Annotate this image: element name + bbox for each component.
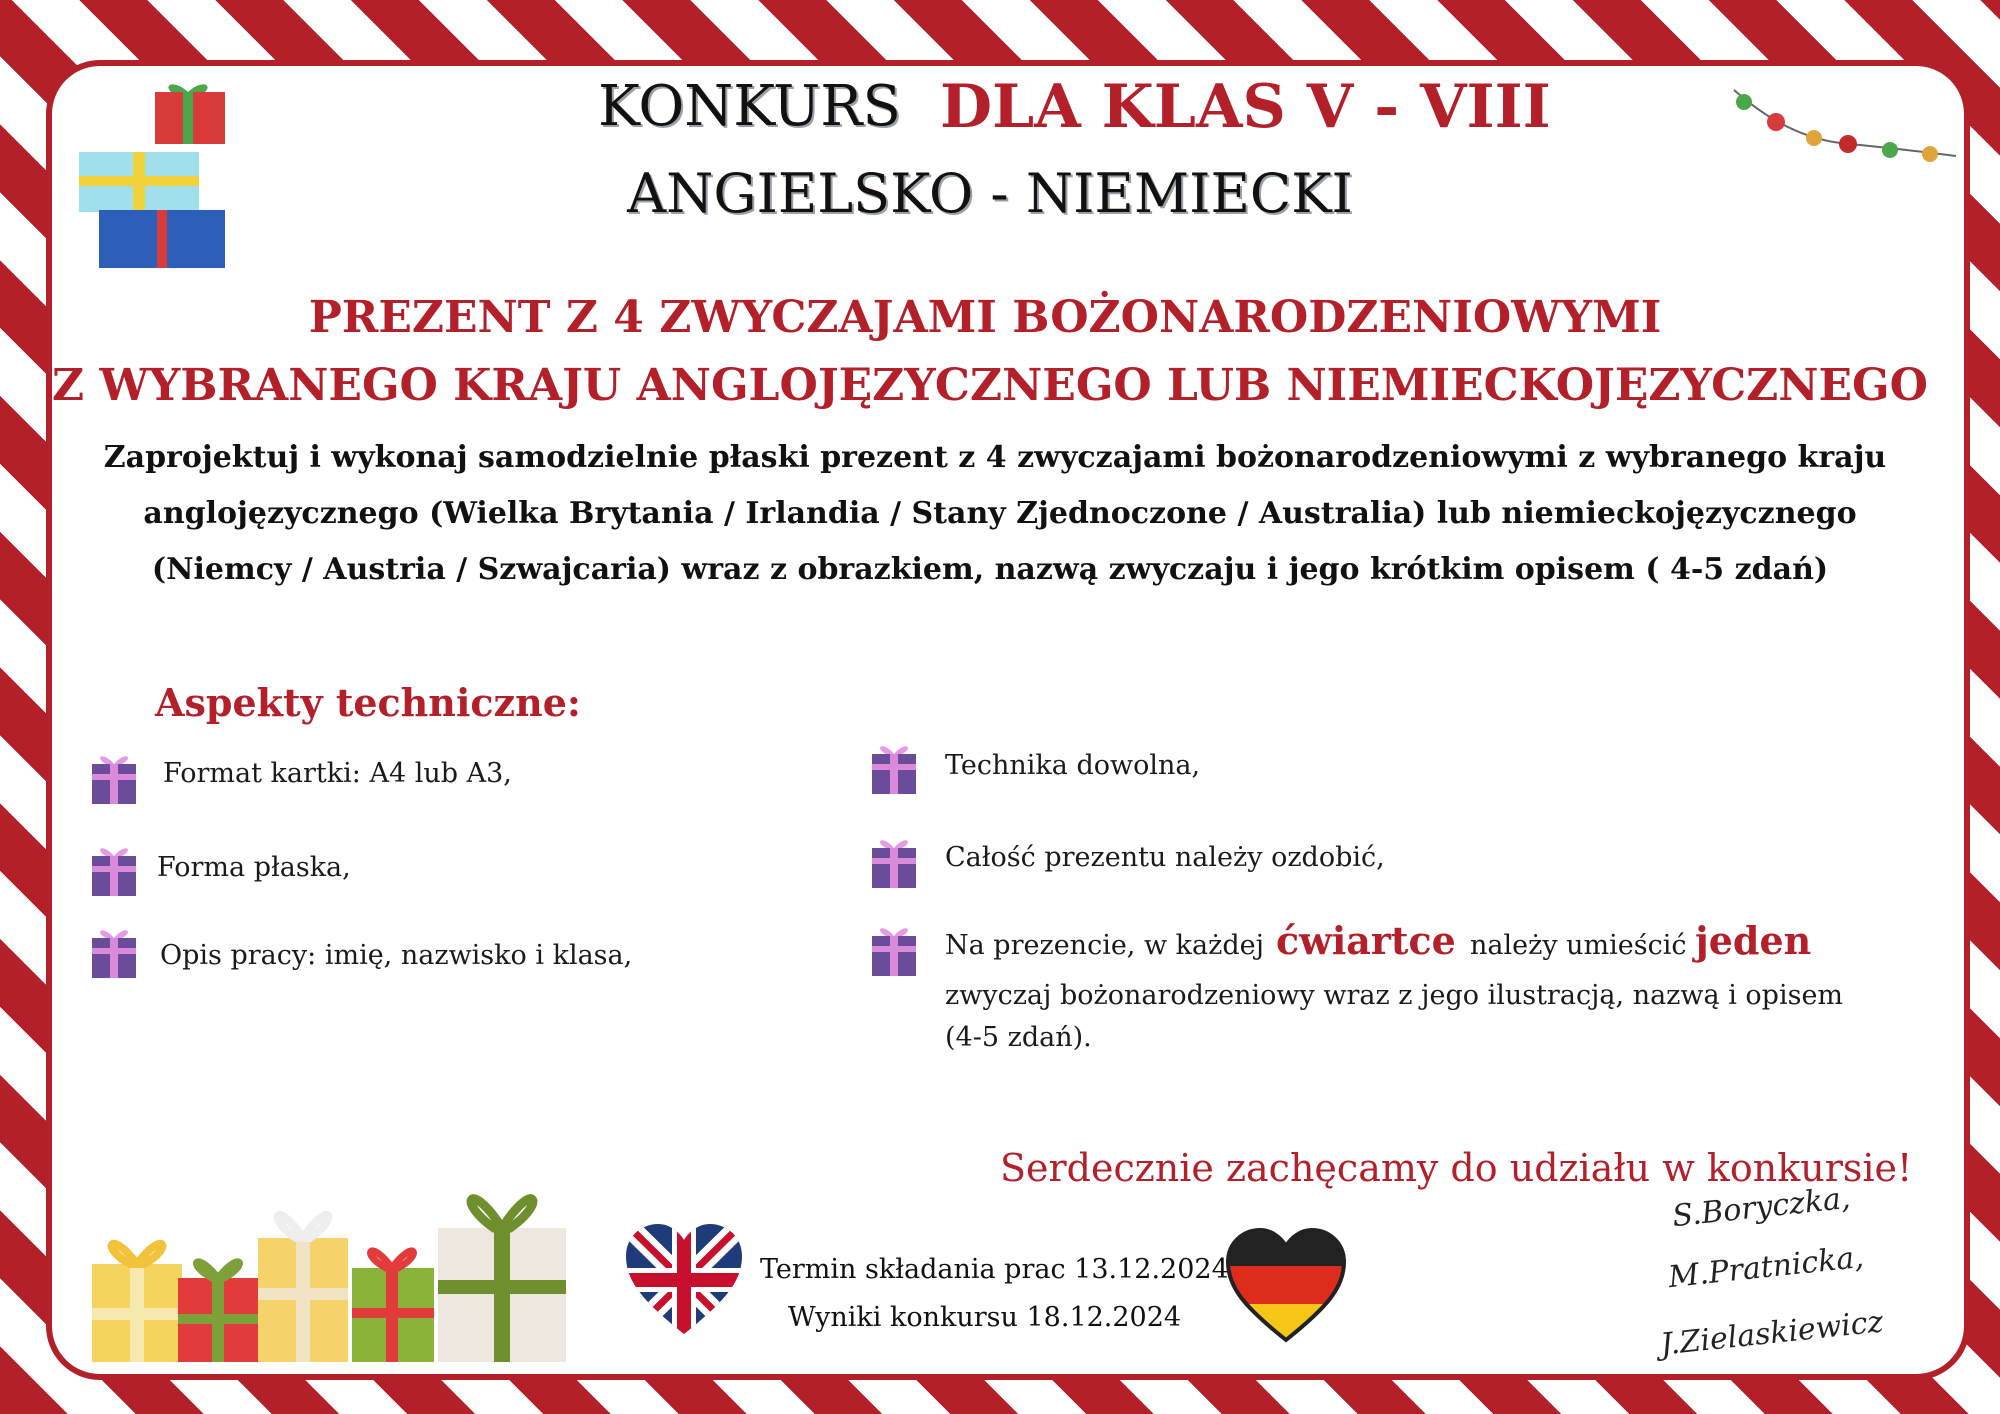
- signature-line1: S.Boryczka,: [1670, 1180, 1852, 1235]
- description-line2: anglojęzycznego (Wielka Brytania / Irlandia / Stany Zjednoczone / Australia) lub niemieckojęzycznego: [143, 496, 1857, 531]
- deadline-text: Termin składania prac 13.12.2024: [760, 1254, 1229, 1285]
- purple-gift-icon: [88, 750, 140, 806]
- purple-gift-icon: [88, 924, 140, 980]
- encourage-text: Serdecznie zachęcamy do udziału w konkursie!: [1000, 1146, 1913, 1190]
- purple-gift-icon: [868, 834, 920, 890]
- heading-line2: Z WYBRANEGO KRAJU ANGLOJĘZYCZNEGO LUB NIEMIECKOJĘZYCZNEGO: [52, 360, 1928, 411]
- purple-gift-icon: [868, 922, 920, 978]
- purple-gift-icon: [88, 842, 140, 898]
- purple-gift-icon: [868, 740, 920, 796]
- description-line1: Zaprojektuj i wykonaj samodzielnie płaski prezent z 4 zwyczajami bożonarodzeniowymi z wybranego kraju: [103, 440, 1887, 475]
- signature-line2: M.Pratnicka,: [1666, 1239, 1866, 1296]
- aspect-last-emph2: jeden: [1695, 918, 1812, 963]
- aspect-right-item-2: Całość prezentu należy ozdobić,: [945, 842, 1385, 873]
- aspect-left-item-3: Opis pracy: imię, nazwisko i klasa,: [160, 940, 633, 971]
- aspect-last-line3: (4-5 zdań).: [945, 1022, 1092, 1053]
- heading-line1: PREZENT Z 4 ZWYCZAJAMI BOŻONARODZENIOWYMI: [308, 292, 1662, 343]
- header-konkurs: KONKURS: [598, 74, 901, 139]
- uk-heart-icon: [624, 1222, 744, 1340]
- aspect-right-item-1: Technika dowolna,: [945, 750, 1201, 781]
- aspects-title: Aspekty techniczne:: [155, 680, 581, 725]
- aspect-left-item-1: Format kartki: A4 lub A3,: [163, 758, 512, 789]
- aspect-last-emph1: ćwiartce: [1276, 918, 1456, 963]
- signature-line3: J.Zielaskiewicz: [1658, 1304, 1885, 1363]
- germany-heart-icon: [1224, 1226, 1348, 1344]
- gift-row-icon: [90, 1168, 570, 1364]
- aspect-last-part2: należy umieścić: [1470, 930, 1687, 961]
- results-text: Wyniki konkursu 18.12.2024: [788, 1302, 1182, 1333]
- aspect-last-part1: Na prezencie, w każdej: [945, 930, 1264, 961]
- aspect-last-line2: zwyczaj bożonarodzeniowy wraz z jego ilustracją, nazwą i opisem: [945, 980, 1844, 1011]
- aspect-left-item-2: Forma płaska,: [157, 852, 351, 883]
- header-jezyki: ANGIELSKO - NIEMIECKI: [627, 162, 1353, 225]
- description-line3: (Niemcy / Austria / Szwajcaria) wraz z obrazkiem, nazwą zwyczaju i jego krótkim opisem ( 4-5 zdań): [151, 552, 1829, 587]
- header-klasy: DLA KLAS V - VIII: [940, 72, 1551, 142]
